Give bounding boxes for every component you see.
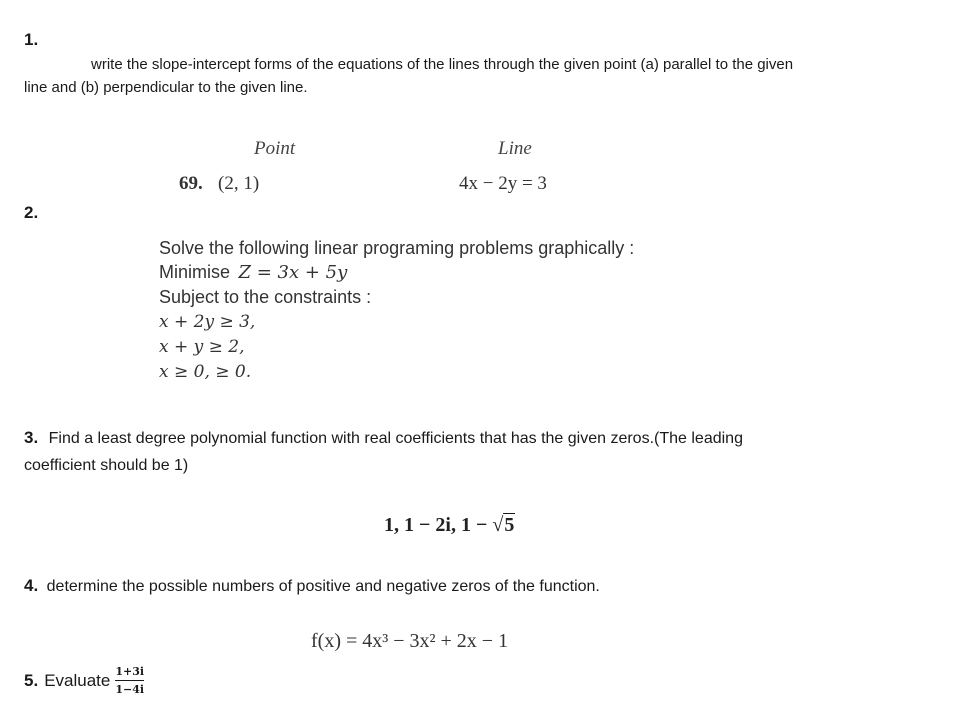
fraction-numerator: 1+3i (115, 665, 145, 678)
question-1-number: 1. (24, 30, 39, 49)
constraint-1: x + 2y ≥ 3, (159, 312, 256, 332)
question-4-row (24, 576, 600, 596)
question-5-label: Evaluate (44, 670, 111, 690)
polynomial-function: f(x) = 4x³ − 3x² + 2x − 1 (311, 630, 509, 652)
point-column-header: Point (254, 138, 296, 159)
minimise-label: Minimise (159, 262, 231, 282)
question-1-instruction-line1: write the slope-intercept forms of the equations of the lines through the given point (a) parallel to the given (91, 56, 794, 73)
question-2-line1: Solve the following linear programing problems graphically : (159, 238, 635, 258)
given-line-equation: 4x − 2y = 3 (459, 173, 547, 194)
objective-row (159, 262, 347, 283)
question-1-instruction-line2: line and (b) perpendicular to the given line. (24, 79, 308, 96)
question-3-line1: Find a least degree polynomial function with real coefficients that has the given zeros.(The leading (48, 430, 743, 447)
question-4-text: determine the possible numbers of positive and negative zeros of the function. (46, 578, 600, 595)
question-5-number: 5. (24, 670, 39, 690)
complex-fraction (115, 665, 144, 696)
question-3-row (24, 428, 743, 448)
constraint-2: x + y ≥ 2, (159, 337, 245, 357)
question-4-number: 4. (24, 576, 39, 595)
question-5-row (24, 665, 144, 696)
fraction-bar (115, 680, 144, 681)
question-3-line2: coefficient should be 1) (24, 457, 189, 474)
constraint-3: x ≥ 0, ≥ 0. (159, 362, 252, 382)
problem-number: 69. (179, 173, 203, 194)
question-2-number: 2. (24, 203, 39, 222)
fraction-denominator: 1−4i (115, 683, 145, 696)
objective-function: Z = 3x + 5y (238, 262, 348, 283)
question-3-number: 3. (24, 428, 39, 447)
constraints-label: Subject to the constraints : (159, 287, 372, 307)
zeros-radicand: 5 (504, 514, 515, 536)
sqrt-symbol: √ (492, 514, 504, 536)
zeros-prefix: 1, 1 − 2i, 1 − (384, 514, 493, 536)
line-column-header: Line (498, 138, 532, 159)
zeros-expression (384, 514, 515, 537)
given-point: (2, 1) (218, 173, 260, 194)
